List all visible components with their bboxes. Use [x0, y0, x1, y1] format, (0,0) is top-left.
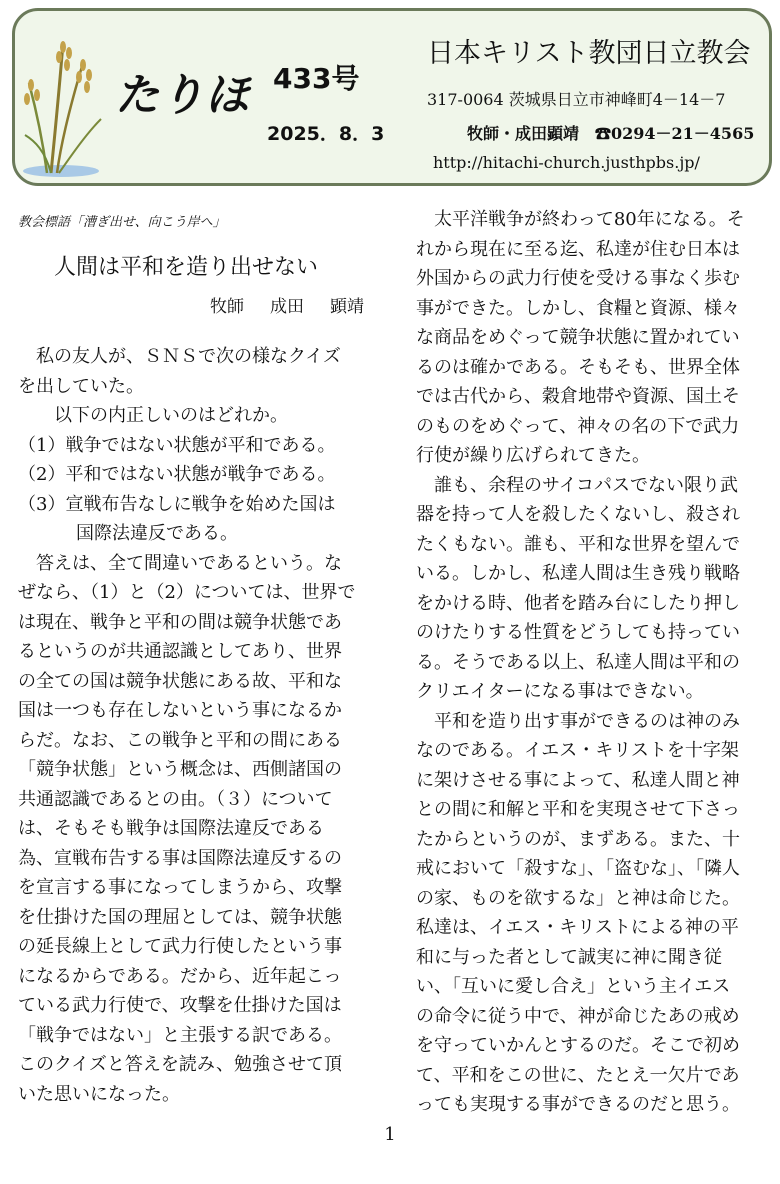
church-name: 日本キリスト教団日立教会 [427, 38, 751, 69]
body-line: 和に与った者として誠実に神に聞き従 [416, 946, 722, 968]
body-line: 為、宣戦布告する事は国際法違反するの [18, 847, 342, 869]
body-line: クリエイターになる事はできない。 [416, 681, 704, 702]
newsletter-header [12, 8, 772, 186]
body-line: 私達は、イエス・キリストによる神の平 [416, 917, 739, 938]
author-surname: 成田 [270, 297, 304, 317]
body-line: 共通認識であるとの由。（３）について [18, 788, 333, 810]
body-line: このクイズと答えを読み、勉強させて頂 [18, 1054, 342, 1075]
quiz-option: （2）平和ではない状態が戦争である。 [18, 464, 336, 485]
body-line: るというのが共通認識としてあり、世界 [18, 641, 342, 662]
body-line: になるからである。だから、近年起こっ [18, 965, 342, 987]
body-line: いる。しかし、私達人間は生き残り戦略 [416, 563, 740, 584]
article-column-right [416, 205, 766, 1120]
article-column-left [18, 342, 368, 1109]
body-line: は現在、戦争と平和の間は競争状態であ [18, 611, 342, 633]
body-line: 私の友人が、ＳＮＳで次の様なクイズ [18, 346, 341, 367]
church-motto: 教会標語「漕ぎ出せ、向こう岸へ」 [18, 215, 226, 230]
body-line: 事ができた。しかし、食糧と資源、様々 [416, 297, 740, 319]
quiz-option: （3）宣戦布告なしに戦争を始めた国は [18, 493, 336, 515]
body-line: 戒において「殺すな」、「盗むな」、「隣人 [416, 858, 740, 879]
church-url[interactable]: http://hitachi-church.justhpbs.jp/ [433, 153, 700, 172]
article-author [210, 292, 364, 317]
body-line: の命令に従う中で、神が命じたあの戒め [416, 1005, 740, 1027]
body-line: のけたりする性質をどうしても持ってい [416, 622, 740, 643]
body-line: 太平洋戦争が終わって80年になる。そ [416, 209, 745, 230]
quiz-option: （1）戦争ではない状態が平和である。 [18, 434, 336, 456]
body-line: ている武力行使で、攻撃を仕掛けた国は [18, 995, 342, 1016]
body-line: て、平和をこの世に、たとえ一欠片であ [416, 1064, 740, 1086]
body-line: 平和を造り出す事ができるのは神のみ [416, 710, 740, 732]
body-line: たくもない。誰も、平和な世界を望んで [416, 533, 740, 555]
body-line: 「戦争ではない」と主張する訳である。 [18, 1024, 342, 1046]
body-line: っても実現する事ができるのだと思う。 [416, 1094, 740, 1115]
page-number: 1 [384, 1124, 396, 1145]
body-line: いた思いになった。 [18, 1083, 180, 1105]
body-line: をかける時、他者を踏み台にしたり押し [416, 592, 740, 614]
body-line: 誰も、余程のサイコパスでない限り武 [416, 474, 739, 496]
body-line: 国は一つも存在しないという事になるか [18, 700, 342, 721]
body-line: らだ。なお、この戦争と平和の間にある [18, 729, 342, 751]
church-address: 317-0064 茨城県日立市神峰町4－14－7 [427, 90, 726, 109]
body-line: い、「互いに愛し合え」という主イエス [416, 976, 731, 997]
body-line: の全ての国は競争状態にある故、平和な [18, 670, 342, 692]
body-line: なのである。イエス・キリストを十字架 [416, 740, 739, 761]
body-line: に架けさせる事によって、私達人間と神 [416, 769, 740, 791]
body-line: 外国からの武力行使を受ける事なく歩む [416, 268, 740, 289]
body-line: の延長線上として武力行使したという事 [18, 936, 342, 957]
author-role: 牧師 [210, 297, 244, 317]
body-line: たからというのが、まずある。また、十 [416, 828, 740, 850]
body-line: な商品をめぐって競争状態に置かれてい [416, 327, 740, 348]
author-given-name: 顕靖 [330, 297, 364, 317]
body-line: との間に和解と平和を実現させて下さっ [416, 799, 740, 820]
issue-date: 2025．8．3 [267, 123, 385, 145]
body-line: では古代から、穀倉地帯や資源、国土そ [416, 386, 740, 407]
body-line: を宣言する事になってしまうから、攻撃 [18, 877, 342, 898]
newsletter-title: たりほ [115, 70, 250, 121]
body-line: るのは確かである。そもそも、世界全体 [416, 356, 740, 378]
issue-number: 433号 [273, 62, 360, 95]
article-title: 人間は平和を造り出せない [54, 255, 319, 280]
pastor-contact: 牧師・成田顕靖 ☎0294－21－4565 [467, 124, 755, 143]
quiz-option-continued: 国際法違反である。 [76, 523, 238, 544]
body-line: ぜなら、（1）と（2）については、世界で [18, 582, 356, 603]
body-line: の家、ものを欲するな」と神は命じた。 [416, 887, 740, 909]
body-line: 「競争状態」という概念は、西側諸国の [18, 759, 342, 780]
body-line: れから現在に至る迄、私達が住む日本は [416, 238, 740, 260]
body-line: を守っていかんとするのだ。そこで初め [416, 1035, 740, 1056]
body-line: は、そもそも戦争は国際法違反である [18, 818, 324, 839]
body-line: のものをめぐって、神々の名の下で武力 [416, 415, 740, 437]
body-line: を仕掛けた国の理屈としては、競争状態 [18, 906, 342, 928]
body-line: 行使が繰り広げられてきた。 [416, 445, 650, 466]
body-line: を出していた。 [18, 375, 144, 397]
body-line: 以下の内正しいのはどれか。 [18, 405, 288, 426]
body-line: 答えは、全て間違いであるという。な [18, 552, 342, 574]
rice-plant-icon [21, 23, 111, 181]
body-line: 器を持って人を殺したくないし、殺され [416, 504, 740, 525]
body-line: る。そうである以上、私達人間は平和の [416, 651, 740, 673]
